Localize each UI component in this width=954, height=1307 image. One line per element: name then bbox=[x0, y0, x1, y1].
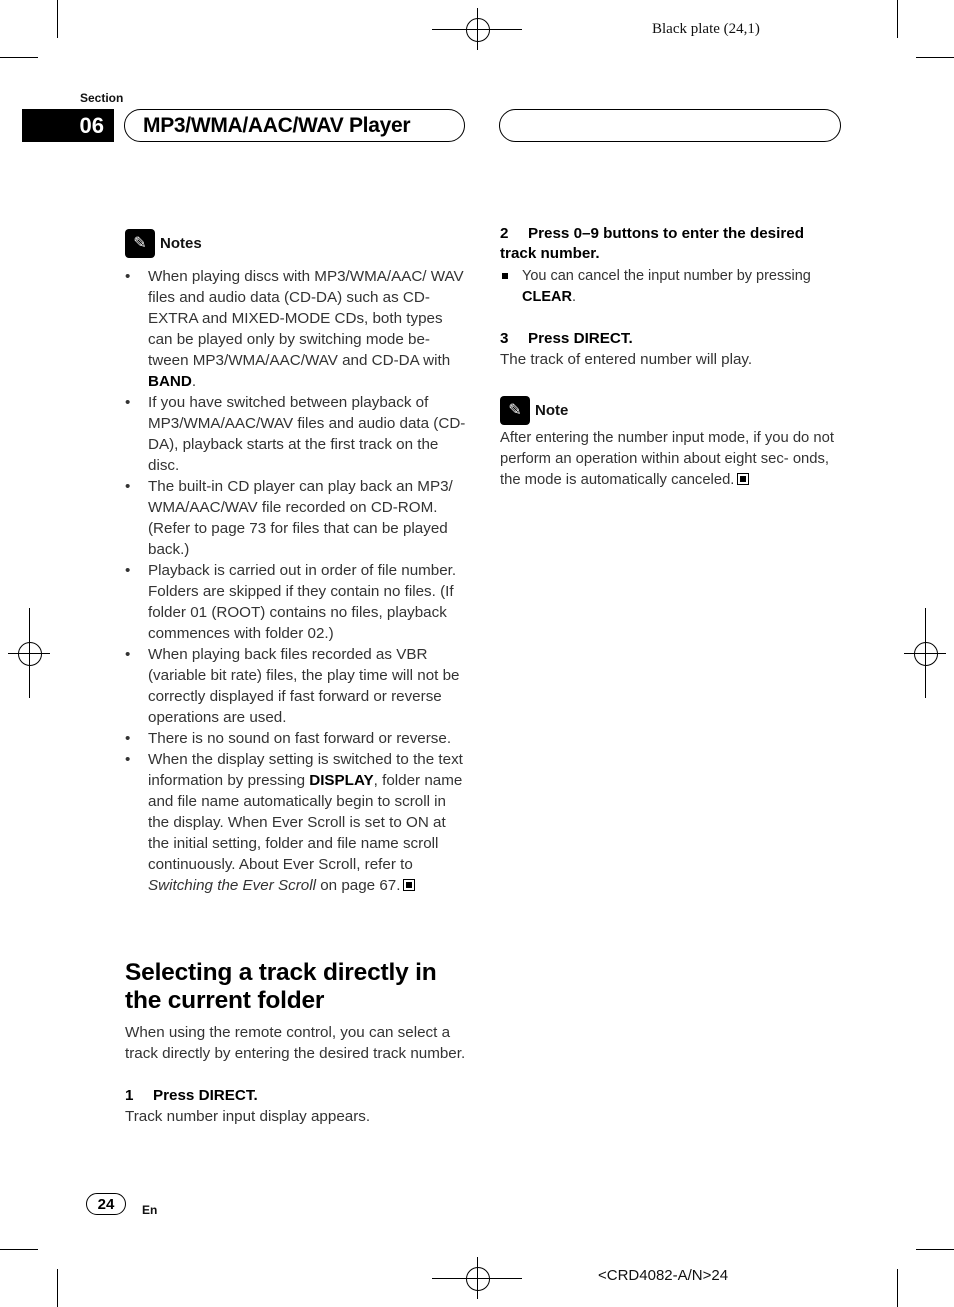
crop-mark bbox=[916, 1249, 954, 1250]
note-header bbox=[500, 395, 840, 425]
note-title: Note bbox=[535, 401, 569, 419]
square-bullet-icon bbox=[502, 273, 508, 279]
step-description: Track number input display appears. bbox=[125, 1108, 371, 1125]
left-column bbox=[125, 228, 470, 1127]
language-label: En bbox=[142, 1203, 158, 1217]
keyword: DISPLAY bbox=[309, 772, 374, 789]
step-title: Press DIRECT. bbox=[153, 1087, 258, 1104]
step-number: 3 bbox=[500, 330, 509, 347]
step-note: You can cancel the input number by pressing CLEAR. bbox=[500, 266, 840, 308]
pencil-icon: ✎ bbox=[125, 229, 155, 258]
right-column bbox=[500, 224, 840, 491]
pencil-icon: ✎ bbox=[500, 396, 530, 425]
step-number: 1 bbox=[125, 1087, 134, 1104]
crop-mark bbox=[0, 1249, 38, 1250]
keyword: BAND bbox=[148, 373, 192, 390]
section-intro: When using the remote control, you can select a track directly by entering the desired track number. bbox=[125, 1024, 466, 1062]
registration-circle bbox=[466, 18, 490, 42]
keyword: CLEAR bbox=[522, 289, 572, 305]
list-item: • When the display setting is switched to the text information by pressing DISPLAY, folder name and file name automatically begin to scroll in the display. When Ever Scroll is set to ON at the initial setting, folder and file name scroll continuously. About Ever Scroll, refer to Switching the Ever Scroll on page 67. bbox=[125, 749, 470, 896]
crop-mark bbox=[57, 0, 58, 38]
crop-mark bbox=[0, 57, 38, 58]
step-2 bbox=[500, 224, 840, 264]
cross-reference: Switching the Ever Scroll bbox=[148, 877, 316, 894]
crop-mark bbox=[897, 1269, 898, 1307]
step-3 bbox=[500, 329, 840, 349]
list-item: • If you have switched between playback of MP3/WMA/AAC/WAV files and audio data (CD-DA), playback starts at the first track on the disc. bbox=[125, 392, 470, 476]
end-of-section-icon bbox=[403, 879, 415, 891]
section-heading: Selecting a track directly in the current folder bbox=[125, 959, 437, 1014]
section-title: MP3/WMA/AAC/WAV Player bbox=[124, 109, 465, 142]
registration-circle bbox=[466, 1267, 490, 1291]
end-of-section-icon bbox=[737, 473, 749, 485]
header-empty-box bbox=[499, 109, 841, 142]
list-item: • There is no sound on fast forward or reverse. bbox=[125, 728, 470, 749]
step-description: The track of entered number will play. bbox=[500, 351, 753, 368]
crop-mark bbox=[57, 1269, 58, 1307]
plate-label: Black plate (24,1) bbox=[652, 21, 760, 37]
step-1 bbox=[125, 1086, 470, 1106]
notes-header bbox=[125, 228, 470, 258]
section-number: 06 bbox=[22, 109, 114, 142]
notes-list bbox=[125, 266, 470, 896]
document-code: <CRD4082-A/N>24 bbox=[598, 1267, 729, 1284]
list-item: • When playing discs with MP3/WMA/AAC/ WAV files and audio data (CD-DA) such as CD-EXTRA and MIXED-MODE CDs, both types can be played only by switching mode be- tween MP3/WMA/AAC/WAV and CD-DA with BAND. bbox=[125, 266, 470, 392]
crop-mark bbox=[897, 0, 898, 38]
notes-title: Notes bbox=[160, 234, 202, 252]
list-item: • The built-in CD player can play back an MP3/ WMA/AAC/WAV file recorded on CD-ROM. (Refer to page 73 for files that can be played back.) bbox=[125, 476, 470, 560]
step-number: 2 bbox=[500, 225, 509, 242]
note-text: After entering the number input mode, if you do not perform an operation within about eight sec- onds, the mode is automatically canceled. bbox=[500, 430, 834, 488]
list-item: • When playing back files recorded as VBR (variable bit rate) files, the play time will not be correctly displayed if fast forward or reverse operations are used. bbox=[125, 644, 470, 728]
step-title: Press DIRECT. bbox=[528, 330, 633, 347]
page-number: 24 bbox=[86, 1193, 126, 1215]
registration-circle bbox=[914, 642, 938, 666]
registration-circle bbox=[18, 642, 42, 666]
list-item: • Playback is carried out in order of file number. Folders are skipped if they contain no files. (If folder 01 (ROOT) contains no files, playback commences with folder 02.) bbox=[125, 560, 470, 644]
crop-mark bbox=[916, 57, 954, 58]
step-title: Press 0–9 buttons to enter the desired track number. bbox=[500, 225, 804, 262]
section-label: Section bbox=[80, 91, 124, 105]
